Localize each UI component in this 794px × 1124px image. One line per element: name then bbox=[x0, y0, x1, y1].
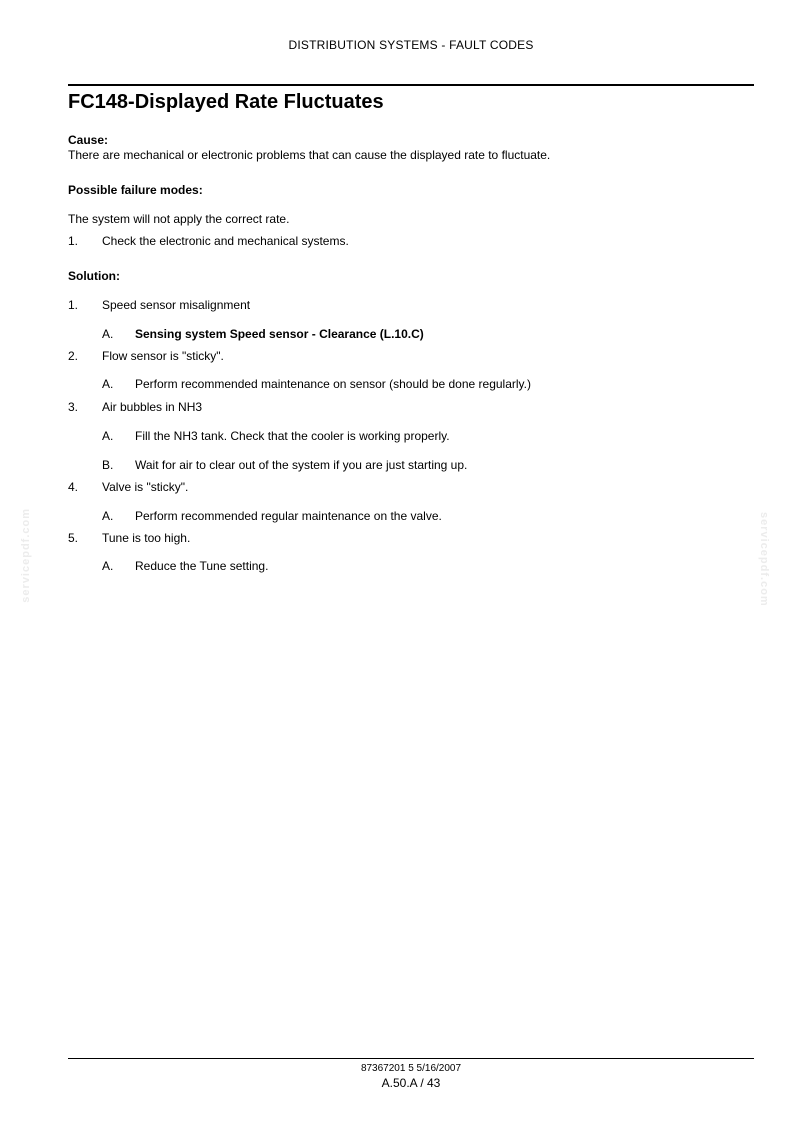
failure-modes-text: The system will not apply the correct rate. bbox=[68, 212, 290, 226]
solution-item-number: 1. bbox=[68, 298, 79, 312]
solution-subitem-letter: A. bbox=[102, 509, 114, 523]
failure-item-text: Check the electronic and mechanical systems. bbox=[102, 234, 349, 248]
watermark-left: servicepdf.com bbox=[20, 508, 32, 603]
solution-subitem-link[interactable]: Sensing system Speed sensor - Clearance (L.10.C) bbox=[135, 327, 424, 341]
solution-subitem-text: Fill the NH3 tank. Check that the cooler is working properly. bbox=[135, 429, 450, 443]
footer-rule bbox=[68, 1058, 754, 1059]
running-header: DISTRIBUTION SYSTEMS - FAULT CODES bbox=[288, 38, 534, 52]
solution-item-text: Valve is "sticky". bbox=[102, 480, 189, 494]
cause-label: Cause: bbox=[68, 133, 109, 147]
solution-item-number: 4. bbox=[68, 480, 79, 494]
solution-subitem-letter: A. bbox=[102, 429, 114, 443]
solution-item-text: Tune is too high. bbox=[102, 531, 191, 545]
solution-item-text: Speed sensor misalignment bbox=[102, 298, 251, 312]
solution-label: Solution: bbox=[68, 269, 120, 283]
solution-subitem-text: Wait for air to clear out of the system if you are just starting up. bbox=[135, 458, 468, 472]
solution-subitem-letter: A. bbox=[102, 377, 114, 391]
solution-subitem-text: Reduce the Tune setting. bbox=[135, 559, 269, 573]
failure-modes-label: Possible failure modes: bbox=[68, 183, 203, 197]
failure-item-number: 1. bbox=[68, 234, 79, 248]
header-rule bbox=[68, 84, 754, 86]
solution-item-number: 3. bbox=[68, 400, 79, 414]
solution-subitem-letter: A. bbox=[102, 559, 114, 573]
page-title: FC148-Displayed Rate Fluctuates bbox=[68, 91, 384, 113]
footer-page-number: A.50.A / 43 bbox=[381, 1076, 441, 1090]
solution-item-text: Flow sensor is "sticky". bbox=[102, 349, 224, 363]
solution-subitem-letter: B. bbox=[102, 458, 114, 472]
watermark-right: servicepdf.com bbox=[758, 512, 770, 607]
solution-item-text: Air bubbles in NH3 bbox=[102, 400, 203, 414]
cause-text: There are mechanical or electronic problems that can cause the displayed rate to fluctuate. bbox=[68, 148, 551, 162]
solution-subitem-letter: A. bbox=[102, 327, 114, 341]
solution-subitem-text: Perform recommended regular maintenance on the valve. bbox=[135, 509, 442, 523]
footer-doc-info: 87367201 5 5/16/2007 bbox=[360, 1063, 462, 1074]
solution-item-number: 2. bbox=[68, 349, 79, 363]
solution-item-number: 5. bbox=[68, 531, 79, 545]
solution-subitem-text: Perform recommended maintenance on sensor (should be done regularly.) bbox=[135, 377, 531, 391]
